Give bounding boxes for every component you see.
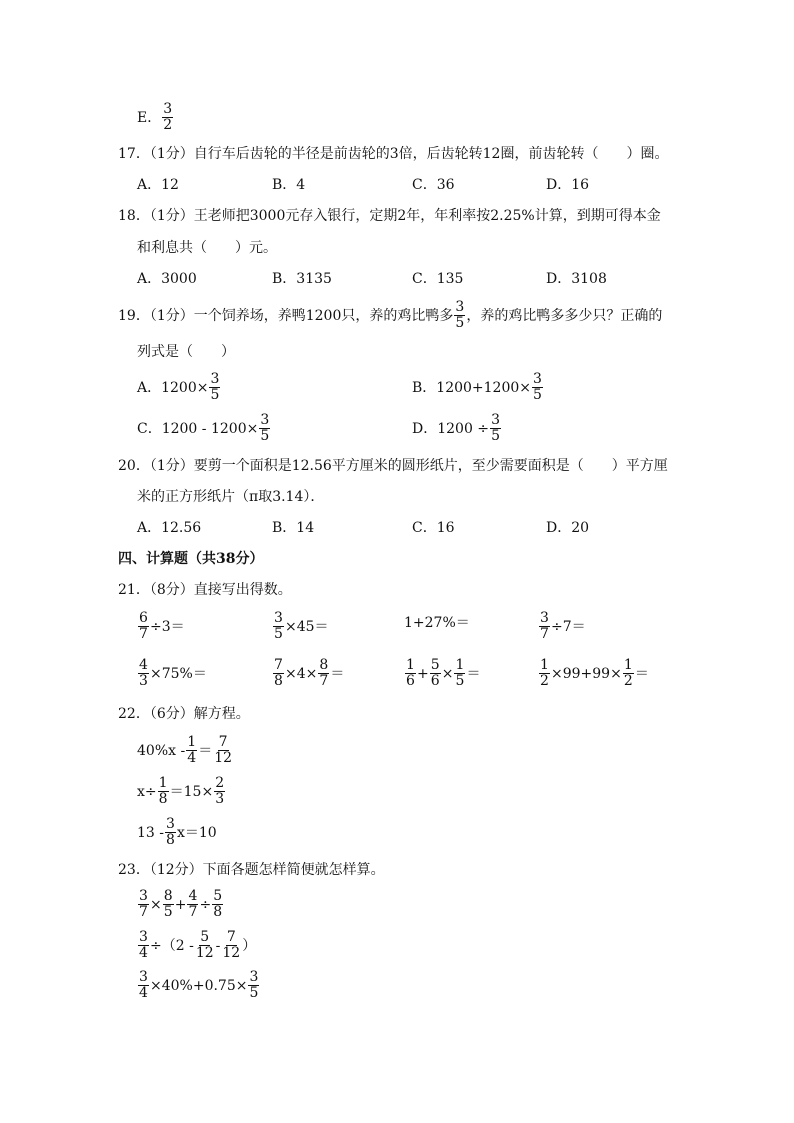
denominator: 7 — [540, 626, 549, 642]
expression-text: ×4× — [285, 665, 318, 682]
q23-expression-2 — [137, 930, 256, 961]
q21-expression-6 — [272, 658, 344, 689]
fraction — [539, 658, 550, 689]
expression-text: ×45＝ — [285, 618, 329, 635]
expression-text: ＝ — [466, 665, 481, 682]
stem-text: 19．（1分）一个饲养场，养鸭1200只，养的鸡比鸭多 — [118, 307, 454, 324]
denominator: 7 — [139, 626, 148, 642]
numerator: 5 — [200, 929, 210, 945]
equation-text: x＝10 — [177, 824, 217, 841]
numerator: 1 — [187, 734, 197, 750]
numerator: 4 — [188, 888, 198, 904]
numerator: 3 — [274, 610, 283, 626]
fraction — [539, 611, 550, 642]
fraction — [273, 611, 284, 642]
fraction — [273, 658, 284, 689]
q23-expression-1 — [137, 889, 224, 920]
numerator: 2 — [215, 775, 225, 791]
q18-option-b: B．3135 — [272, 271, 332, 287]
fraction — [195, 930, 215, 961]
question-17-stem: 17．（1分）自行车后齿轮的半径是前齿轮的3倍，后齿轮转12圈，前齿轮转（ ）圈。 — [118, 146, 669, 162]
q22-equation-3 — [137, 817, 217, 848]
stem-text: ，养的鸡比鸭多多少只？正确的 — [466, 307, 663, 324]
denominator: 7 — [188, 904, 198, 920]
numerator: 8 — [319, 657, 329, 673]
denominator: 6 — [406, 673, 415, 689]
expression-text: ÷（2 - — [150, 937, 194, 954]
fraction — [405, 658, 416, 689]
question-22-stem: 22．（6分）解方程。 — [118, 706, 250, 722]
q18-option-d: D．3108 — [546, 271, 607, 287]
expression-text: ＝ — [330, 665, 345, 682]
denominator: 3 — [139, 673, 148, 689]
q21-expression-8 — [538, 658, 649, 689]
denominator: 4 — [139, 985, 148, 1001]
fraction — [213, 735, 233, 766]
fraction — [430, 658, 441, 689]
expression-text: ＝ — [634, 665, 649, 682]
fraction — [138, 611, 149, 642]
fraction — [186, 735, 197, 766]
denominator: 5 — [260, 428, 270, 444]
option-label: E． — [137, 109, 162, 126]
fraction — [248, 970, 259, 1001]
question-21-stem: 21．（8分）直接写出得数。 — [118, 582, 292, 598]
section-4-title: 四、计算题（共38分） — [118, 551, 264, 567]
question-20-stem-line2: 米的正方形纸片（π取3.14）． — [137, 489, 325, 505]
fraction — [214, 776, 225, 807]
fraction — [162, 102, 173, 133]
fraction — [138, 970, 149, 1001]
numerator: 4 — [139, 657, 148, 673]
numerator: 7 — [226, 929, 236, 945]
fraction — [318, 658, 329, 689]
denominator: 12 — [195, 945, 214, 961]
equation-text: x÷ — [137, 783, 157, 800]
denominator: 8 — [158, 791, 168, 807]
numerator: 3 — [540, 610, 549, 626]
q17-option-c: C．36 — [412, 177, 455, 193]
numerator: 1 — [455, 657, 465, 673]
denominator: 5 — [249, 985, 259, 1001]
question-23-stem: 23．（12分）下面各题怎样简便就怎样算。 — [118, 862, 385, 878]
denominator: 5 — [274, 626, 283, 642]
denominator: 5 — [210, 387, 220, 403]
expression-text: + — [417, 665, 429, 682]
q23-expression-3 — [137, 970, 260, 1001]
q20-option-c: C．16 — [412, 520, 455, 536]
numerator: 3 — [139, 888, 148, 904]
question-19-stem-line2: 列式是（ ） — [137, 344, 235, 360]
q19-option-d — [412, 413, 502, 444]
q20-option-d: D．20 — [546, 520, 590, 536]
fraction — [454, 300, 465, 331]
q21-expression-2 — [272, 611, 329, 642]
question-18-stem-line1: 18．（1分）王老师把3000元存入银行，定期2年，年利率按2.25%计算，到期可得本金 — [118, 208, 661, 224]
numerator: 3 — [455, 299, 465, 315]
fraction — [138, 658, 149, 689]
denominator: 5 — [163, 904, 173, 920]
expression-text: × — [150, 896, 162, 913]
denominator: 5 — [455, 673, 465, 689]
expression-text: ） — [242, 937, 257, 954]
denominator: 5 — [455, 315, 465, 331]
denominator: 5 — [533, 387, 542, 403]
q19-option-c — [137, 413, 271, 444]
fraction — [454, 658, 465, 689]
denominator: 7 — [139, 904, 148, 920]
fraction — [187, 889, 198, 920]
numerator: 3 — [166, 816, 175, 832]
denominator: 6 — [430, 673, 440, 689]
fraction — [163, 889, 174, 920]
denominator: 4 — [139, 945, 148, 961]
numerator: 3 — [249, 969, 259, 985]
equation-text: 13 - — [137, 824, 164, 841]
q20-option-b: B．14 — [272, 520, 315, 536]
fraction — [259, 413, 270, 444]
numerator: 6 — [139, 610, 148, 626]
expression-text: × — [441, 665, 454, 682]
q21-expression-1 — [137, 611, 185, 642]
fraction — [138, 930, 149, 961]
denominator: 7 — [319, 673, 329, 689]
denominator: 12 — [222, 945, 241, 961]
numerator: 1 — [158, 775, 168, 791]
fraction — [158, 776, 169, 807]
equation-text: ＝15× — [169, 783, 214, 800]
q18-option-a: A．3000 — [137, 271, 197, 287]
q22-equation-1 — [137, 735, 234, 766]
fraction — [138, 889, 149, 920]
numerator: 5 — [430, 657, 440, 673]
expression-text: ÷3＝ — [150, 618, 185, 635]
option-text: A．1200× — [137, 379, 209, 396]
q22-equation-2 — [137, 776, 226, 807]
numerator: 8 — [163, 888, 173, 904]
expression-text: ×40%+0.75× — [150, 977, 248, 994]
numerator: 3 — [210, 371, 220, 387]
denominator: 12 — [214, 750, 233, 766]
denominator: 3 — [215, 791, 225, 807]
fraction — [490, 413, 501, 444]
fraction — [212, 889, 223, 920]
q20-option-a: A．12.56 — [137, 520, 202, 536]
fraction — [165, 817, 176, 848]
option-text: C．1200 - 1200× — [137, 420, 259, 437]
numerator: 7 — [274, 657, 283, 673]
equation-text: ＝ — [198, 742, 213, 759]
numerator: 1 — [623, 657, 633, 673]
q19-option-a — [137, 372, 221, 403]
denominator: 2 — [163, 117, 173, 133]
fraction — [209, 372, 220, 403]
q21-expression-3: 1+27%＝ — [404, 615, 470, 631]
denominator: 4 — [187, 750, 197, 766]
numerator: 3 — [260, 412, 270, 428]
denominator: 8 — [274, 673, 283, 689]
option-e — [137, 102, 174, 133]
question-20-stem-line1: 20．（1分）要剪一个面积是12.56平方厘米的圆形纸片，至少需要面积是（ ）平方厘 — [118, 458, 668, 474]
denominator: 8 — [213, 904, 223, 920]
expression-text: ×75%＝ — [150, 665, 207, 682]
q18-option-c: C．135 — [412, 271, 464, 287]
denominator: 2 — [540, 673, 549, 689]
question-19-stem-line1 — [118, 300, 662, 331]
denominator: 5 — [491, 428, 500, 444]
fraction — [623, 658, 634, 689]
numerator: 5 — [213, 888, 223, 904]
equation-text: 40%x - — [137, 742, 186, 759]
option-text: D．1200 ÷ — [412, 420, 490, 437]
expression-text: ÷7＝ — [551, 618, 586, 635]
q19-option-b — [412, 372, 544, 403]
q21-expression-5 — [137, 658, 207, 689]
numerator: 3 — [491, 412, 500, 428]
expression-text: - — [215, 937, 221, 954]
q17-option-b: B．4 — [272, 177, 306, 193]
question-18-stem-line2: 和利息共（ ）元。 — [137, 240, 277, 256]
denominator: 8 — [166, 832, 175, 848]
numerator: 3 — [533, 371, 542, 387]
expression-text: ÷ — [199, 896, 212, 913]
numerator: 3 — [139, 969, 148, 985]
q21-expression-7 — [404, 658, 480, 689]
numerator: 7 — [218, 734, 228, 750]
numerator: 1 — [540, 657, 549, 673]
option-text: B．1200+1200× — [412, 379, 532, 396]
expression-text: ×99+99× — [551, 665, 622, 682]
q17-option-d: D．16 — [546, 177, 590, 193]
q17-option-a: A．12 — [137, 177, 179, 193]
expression-text: + — [174, 896, 187, 913]
denominator: 2 — [623, 673, 633, 689]
numerator: 3 — [139, 929, 148, 945]
numerator: 3 — [163, 101, 173, 117]
fraction — [532, 372, 543, 403]
numerator: 1 — [406, 657, 415, 673]
q21-expression-4 — [538, 611, 586, 642]
fraction — [221, 930, 241, 961]
